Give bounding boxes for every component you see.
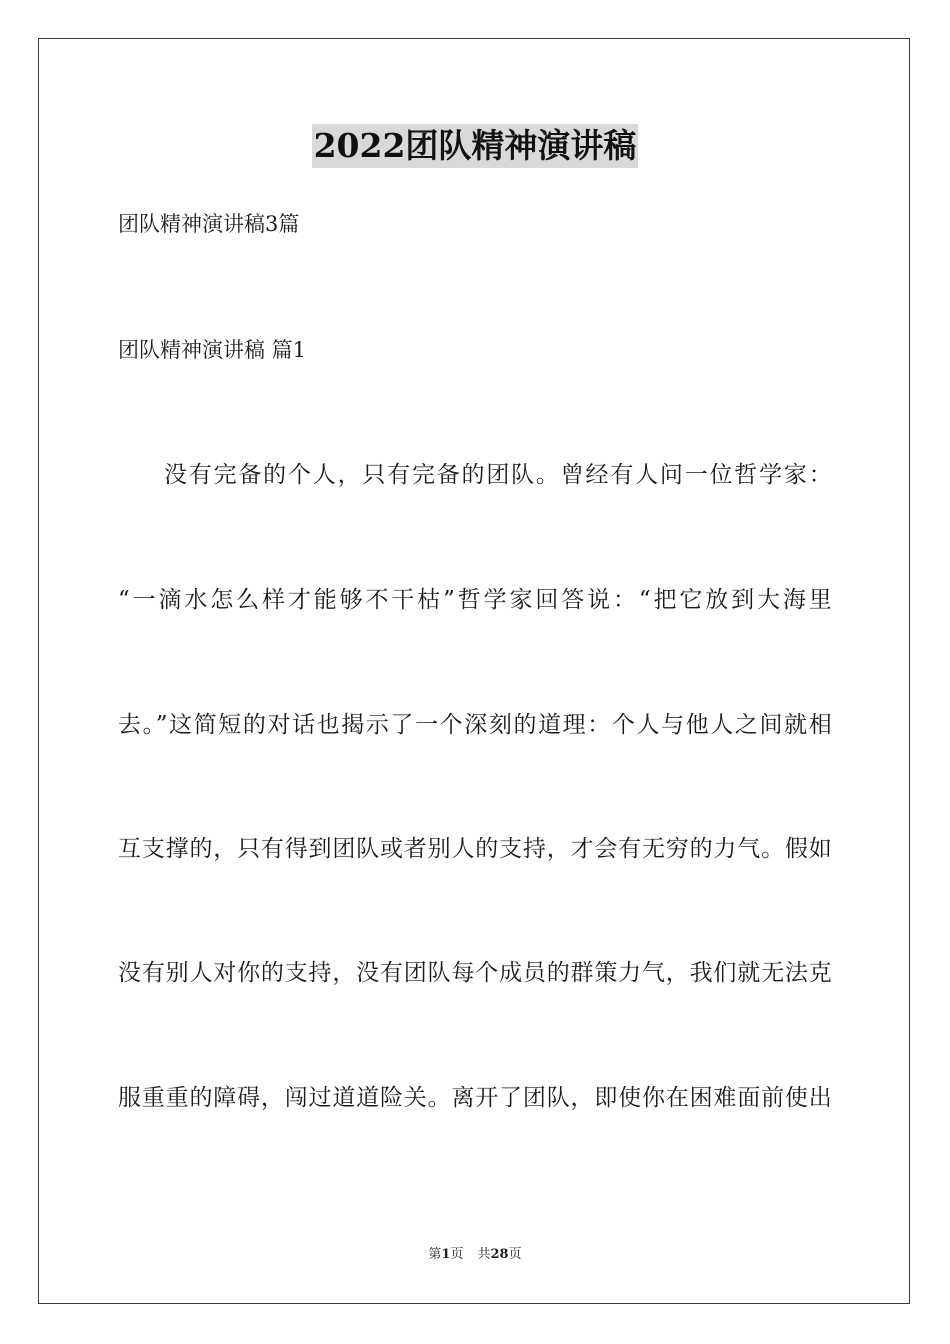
paragraph-line: “一滴水怎么样才能够不干枯”哲学家回答说：“把它放到大海里 <box>118 587 832 613</box>
paragraph-line: 互支撑的，只有得到团队或者别人的支持，才会有无穷的力气。假如 <box>118 836 832 862</box>
total-page-count: 28 <box>490 1247 509 1262</box>
paragraph-line: 没有别人对你的支持，没有团队每个成员的群策力气，我们就无法克 <box>118 960 832 986</box>
section-heading: 团队精神演讲稿 篇1 <box>118 338 307 362</box>
title-container <box>0 124 950 168</box>
page-footer <box>0 1246 950 1264</box>
paragraph-line: 去。”这简短的对话也揭示了一个深刻的道理：个人与他人之间就相 <box>118 712 832 738</box>
document-subtitle: 团队精神演讲稿3篇 <box>118 212 300 236</box>
document-title: 2022团队精神演讲稿 <box>312 124 639 168</box>
paragraph-line: 服重重的障碍，闯过道道险关。离开了团队，即使你在困难面前使出 <box>118 1085 832 1111</box>
current-page-number: 1 <box>441 1247 451 1262</box>
footer-page-unit: 页 <box>450 1247 464 1262</box>
footer-total-prefix: 共 <box>477 1247 491 1262</box>
footer-total-unit: 页 <box>508 1247 522 1262</box>
paragraph-line: 没有完备的个人，只有完备的团队。曾经有人问一位哲学家： <box>164 462 832 488</box>
footer-prefix: 第 <box>428 1247 442 1262</box>
